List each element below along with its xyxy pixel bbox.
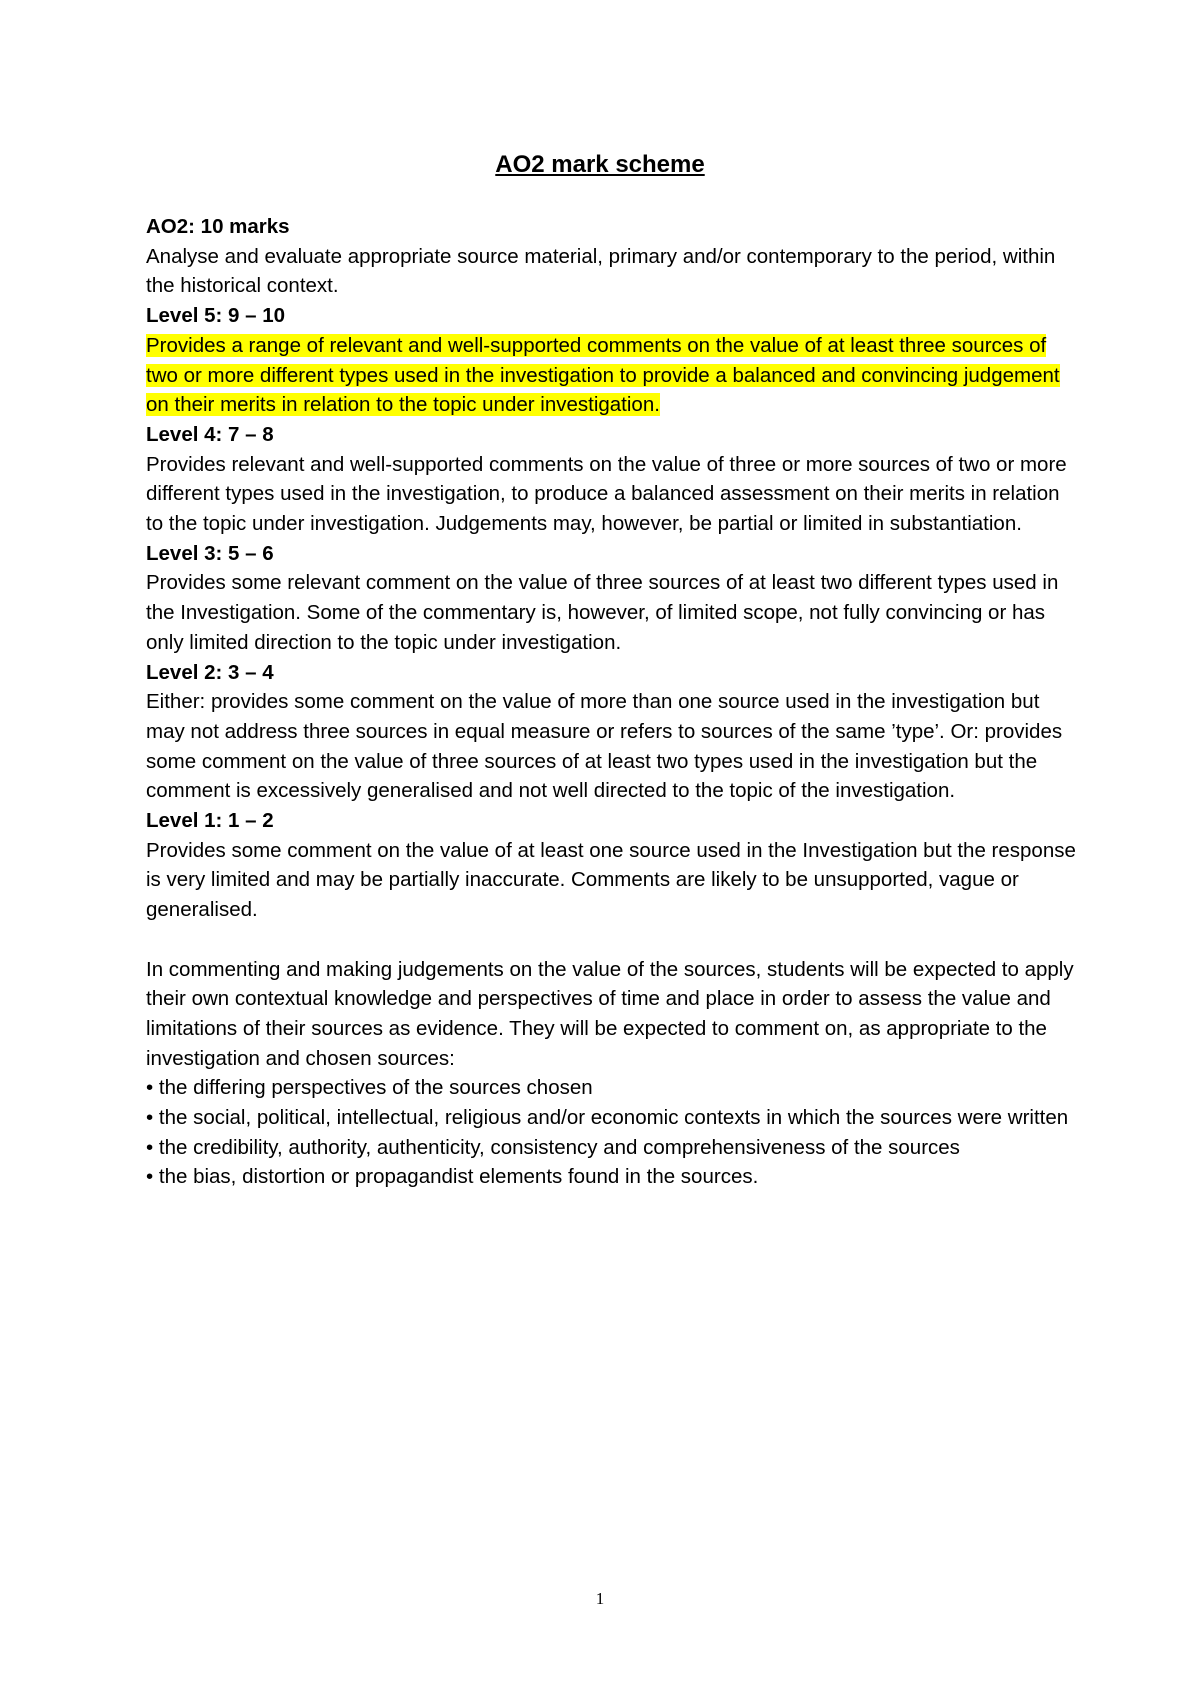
highlighted-text: Provides a range of relevant and well-supported comments on the value of at least three sources of two or more different types used in the investigation to provide a balanced and convincing judgement on their merits in relation to the topic under investigation. (146, 333, 1060, 417)
level-1-text: Provides some comment on the value of at least one source used in the Investigation but the response is very limited and may be partially inaccurate. Comments are likely to be unsupported, vague or generalised. (146, 838, 1076, 922)
level-2-text: Either: provides some comment on the value of more than one source used in the investigation but may not address three sources in equal measure or refers to sources of the same ’type’. Or: provides some comment on the value of three sources of at least two types used in the investigation but the comment is excessively generalised and not well directed to the topic of the investigation. (146, 690, 1063, 803)
level-2-heading: Level 2: 3 – 4 (146, 660, 274, 684)
bullet-item: • the differing perspectives of the sources chosen (146, 1076, 593, 1100)
page-number: 1 (595, 1589, 605, 1608)
level-5-text (146, 331, 1076, 420)
level-4-text: Provides relevant and well-supported comments on the value of three or more sources of two or more different types used in the investigation, to produce a balanced assessment on their merits in relation to the topic under investigation. Judgements may, however, be partial or limited in substantiation. (146, 452, 1067, 536)
closing-paragraph: In commenting and making judgements on the value of the sources, students will be expected to apply their own contextual knowledge and perspectives of time and place in order to assess the value and limitations of their sources as evidence. They will be expected to comment on, as appropriate to the investigation and chosen sources: (146, 957, 1074, 1070)
page-title: AO2 mark scheme (495, 151, 705, 178)
bullet-item: • the social, political, intellectual, religious and/or economic contexts in which the sources were written (146, 1106, 1069, 1130)
level-1-heading: Level 1: 1 – 2 (146, 809, 274, 833)
bullet-item: • the bias, distortion or propagandist elements found in the sources. (146, 1165, 759, 1189)
level-3-heading: Level 3: 5 – 6 (146, 541, 274, 565)
paragraph-spacer (146, 925, 1076, 955)
bullet-item: • the credibility, authority, authenticity, consistency and comprehensiveness of the sources (146, 1135, 960, 1159)
level-4-heading: Level 4: 7 – 8 (146, 422, 274, 446)
document-body (146, 212, 1076, 1192)
marks-heading: AO2: 10 marks (146, 215, 290, 238)
intro-text: Analyse and evaluate appropriate source material, primary and/or contemporary to the period, within the historical context. (146, 244, 1056, 298)
level-5-heading: Level 5: 9 – 10 (146, 304, 286, 328)
level-3-text: Provides some relevant comment on the value of three sources of at least two different types used in the Investigation. Some of the commentary is, however, of limited scope, not fully convincing or has only limited direction to the topic under investigation. (146, 571, 1059, 654)
